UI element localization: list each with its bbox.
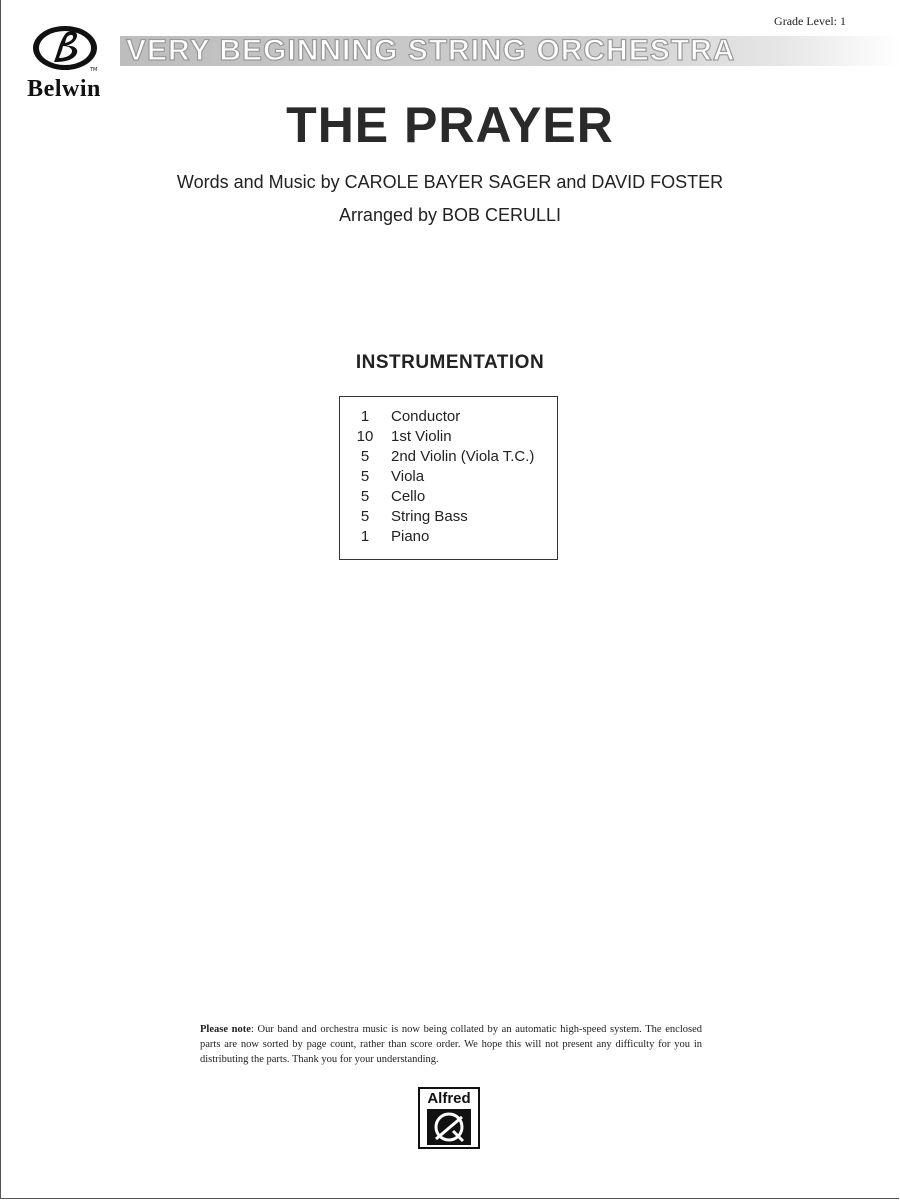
publisher-name: Alfred: [427, 1090, 471, 1107]
list-item: [346, 507, 534, 527]
part-name: 1st Violin: [391, 428, 452, 445]
arranger-credit: Arranged by BOB CERULLI: [338, 205, 562, 225]
part-name: 2nd Violin (Viola T.C.): [391, 448, 535, 465]
alfred-logo-icon: [427, 1109, 471, 1145]
part-name: Conductor: [391, 408, 461, 425]
part-count: 1: [360, 408, 370, 425]
part-name: Viola: [391, 468, 425, 485]
list-item: [346, 467, 534, 487]
instrumentation-list: [346, 407, 534, 547]
note-text: : Our band and orchestra music is now being collated by an automatic high-speed system. The enclosed parts are now sorted by page count, rather than score order. We hope this will not present any difficulty for you in distributing the parts. Thank you for your understanding.: [200, 1024, 702, 1065]
part-count: 1: [360, 528, 370, 545]
svg-text:TM: TM: [90, 67, 98, 72]
words-music-credit: Words and Music by CAROLE BAYER SAGER and DAVID FOSTER: [176, 172, 724, 192]
collation-note: [200, 1022, 702, 1067]
alfred-logo: [418, 1087, 480, 1149]
brand-name: Belwin: [27, 76, 101, 102]
song-title: THE PRAYER: [286, 97, 614, 153]
instrumentation-heading: INSTRUMENTATION: [355, 352, 545, 373]
instrumentation-box: [339, 396, 558, 560]
series-title: VERY BEGINNING STRING ORCHESTRA: [126, 34, 736, 67]
list-item: [346, 427, 534, 447]
list-item: [346, 487, 534, 507]
part-count: 5: [360, 508, 370, 525]
series-banner: [120, 36, 900, 66]
part-name: String Bass: [391, 508, 468, 525]
part-name: Piano: [391, 528, 430, 545]
belwin-b-logo-icon: [32, 24, 98, 72]
part-name: Cello: [391, 488, 426, 505]
belwin-logo: [6, 18, 116, 102]
grade-level: Grade Level: 1: [774, 14, 846, 28]
part-count: 5: [360, 488, 370, 505]
part-count: 10: [356, 428, 374, 445]
list-item: [346, 527, 534, 547]
list-item: [346, 447, 534, 467]
note-label: Please note: [200, 1024, 251, 1035]
part-count: 5: [360, 448, 370, 465]
list-item: [346, 407, 534, 427]
part-count: 5: [360, 468, 370, 485]
